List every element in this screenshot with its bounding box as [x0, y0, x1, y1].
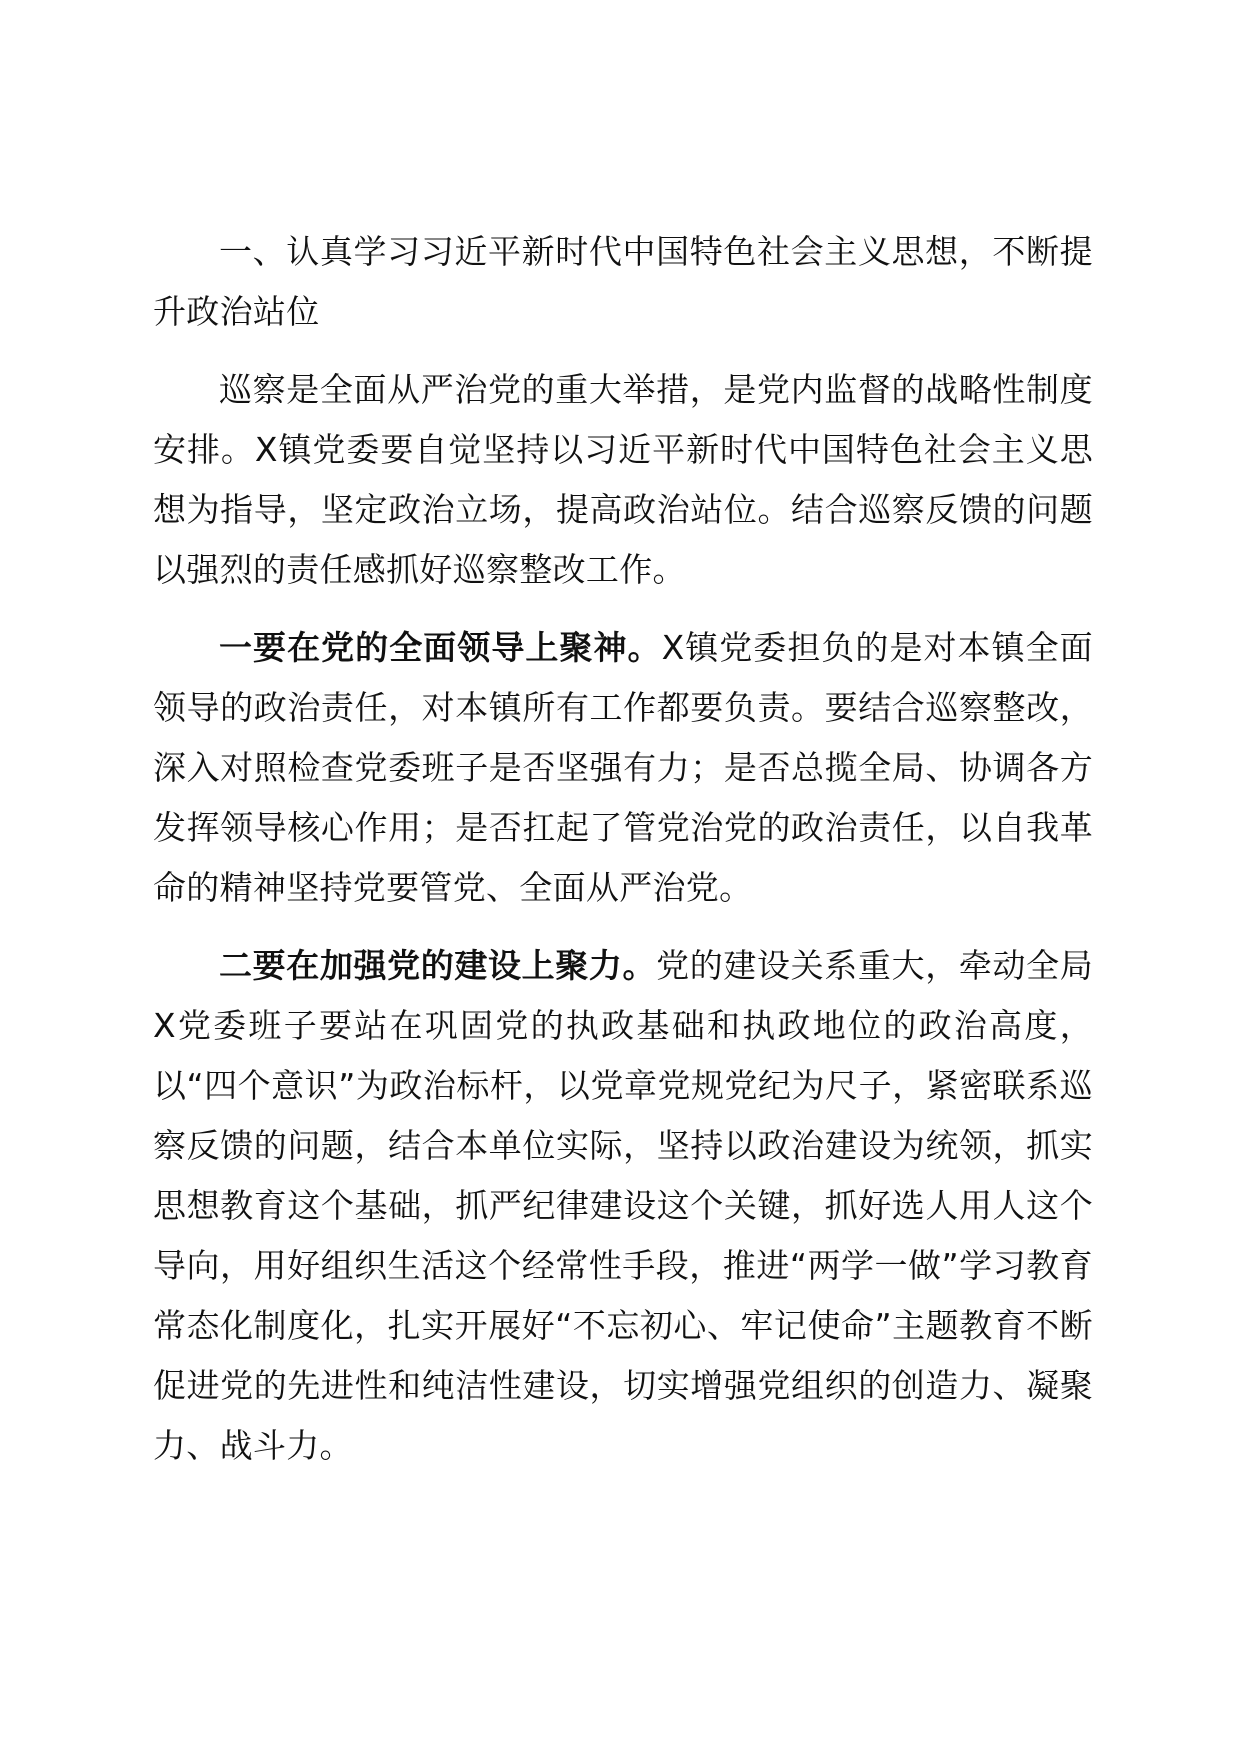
point-two-body: 党的建设关系重大，牵动全局X党委班子要站在巩固党的执政基础和执政地位的政治高度，以“四个意识”为政治标杆，以党章党规党纪为尺子，紧密联系巡察反馈的问题，结合本单位实际，坚持以政治建设为统领，抓实思想教育这个基础，抓严纪律建设这个关键，抓好选人用人这个导向，用好组织生活这个经常性手段，推进“两学一做”学习教育常态化制度化，扎实开展好“不忘初心、牢记使命”主题教育不断促进党的先进性和纯洁性建设，切实增强党组织的创造力、凝聚力、战斗力。	[153, 946, 1094, 1465]
intro-paragraph	[153, 360, 1093, 600]
point-one-lead: 一要在党的全面领导上聚神。	[219, 628, 662, 667]
section-heading-text: 一、认真学习习近平新时代中国特色社会主义思想，不断提升政治站位	[153, 232, 1093, 331]
point-one-paragraph	[153, 618, 1093, 918]
point-one-body: X镇党委担负的是对本镇全面领导的政治责任，对本镇所有工作都要负责。要结合巡察整改，深入对照检查党委班子是否坚强有力；是否总揽全局、协调各方发挥领导核心作用；是否扛起了管党治党的政治责任，以自我革命的精神坚持党要管党、全面从严治党。	[153, 628, 1093, 907]
document-body	[153, 222, 1093, 1494]
point-two-lead: 二要在加强党的建设上聚力。	[219, 946, 657, 985]
point-two-paragraph	[153, 936, 1093, 1476]
section-heading	[153, 222, 1093, 342]
intro-paragraph-text: 巡察是全面从严治党的重大举措，是党内监督的战略性制度安排。X镇党委要自觉坚持以习近平新时代中国特色社会主义思想为指导，坚定政治立场，提高政治站位。结合巡察反馈的问题以强烈的责任感抓好巡察整改工作。	[153, 370, 1093, 589]
